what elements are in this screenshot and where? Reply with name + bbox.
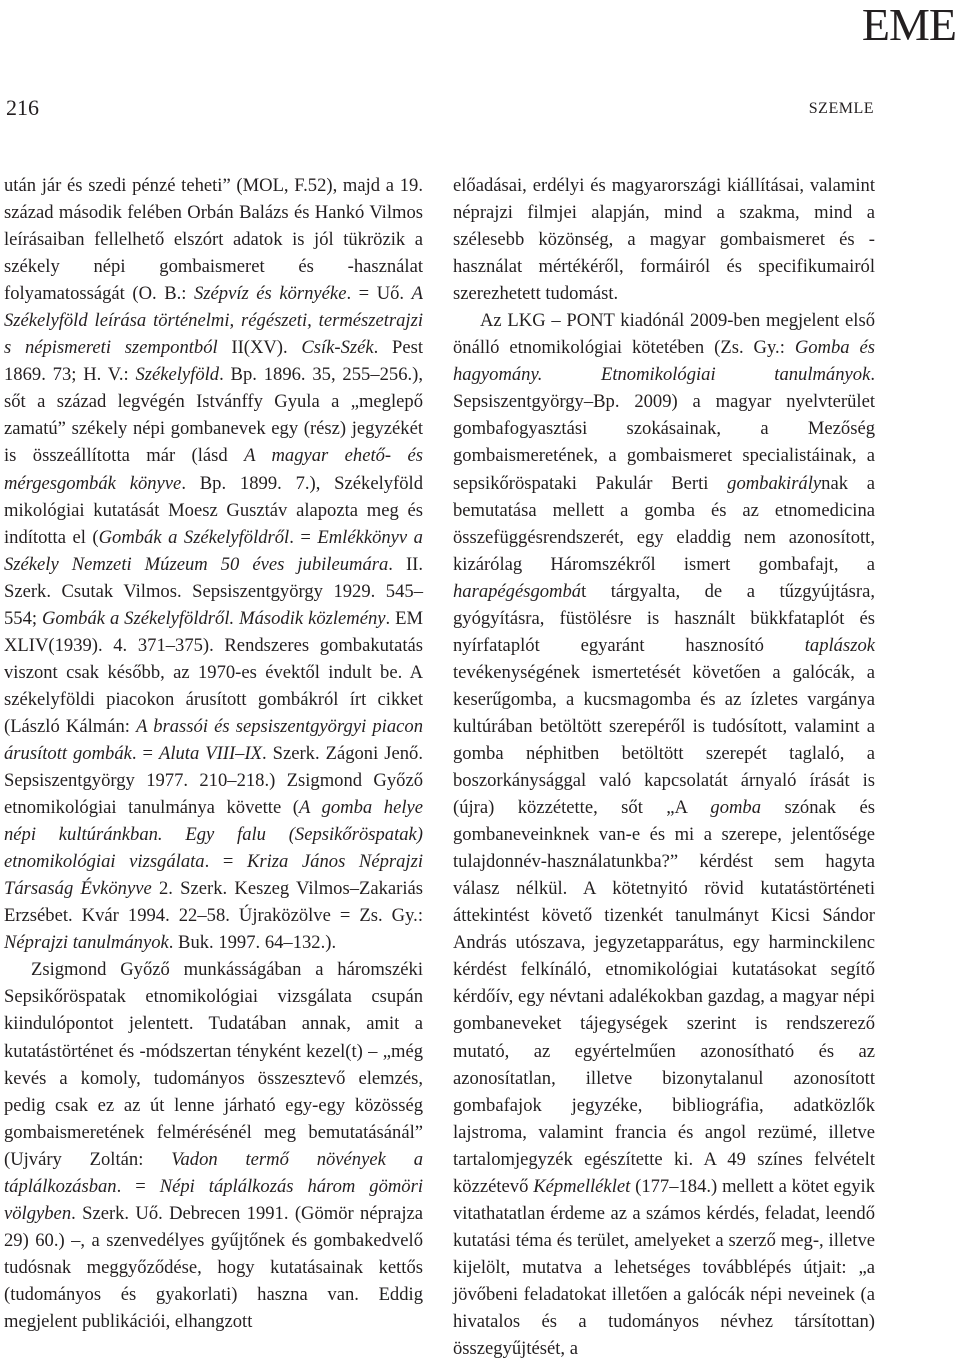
text-run: tevékenységének ismertetését követően a galócák, a keserűgomba, a kucsmagomba és az ízletes vargánya kultúrában betöltött szerepéről is tudósított, valamint a gomba néphitben betöltött szerepét taglaló, a boszorkánysággal való kapcsolatát árnyaló írását is (újra) közzétette, sőt „A xyxy=(453,661,875,819)
italic-text-run: Aluta VIII–IX xyxy=(158,742,263,764)
paragraph xyxy=(4,172,423,956)
italic-text-run: taplászok xyxy=(804,634,875,656)
paragraph xyxy=(453,307,875,1362)
text-run: . Sepsiszentgyörgy–Bp. 2009) a magyar nyelvterület gombafogyasztási szokásainak, a Mezőség gombaismeretének, a gombaismeret specialistáinak, a sepsikőröspataki Pakulár Berti xyxy=(453,364,875,494)
text-run: (177–184.) mellett a kötet egyik vitathatatlan érdeme az a számos kérdés, feladat, leendő kutatási téma és terület, amelyeket a szerző meg-, illetve kijelölt, mutatva a lehetséges továbblépés útjait: „a jövőbeni feladatokat illetően a galócák népi neveinek (a hivatalos és a tudományos névhez társítottan) összegyűjtését, a xyxy=(453,1175,875,1360)
text-run: . Szerk. Zágoni Jenő. Sepsiszentgyörgy 1977. 210–218.) Zsigmond Győző etnomikológiai tanulmánya követte ( xyxy=(4,742,423,819)
italic-text-run: A magyar ehető- és mérgesgombák könyve xyxy=(4,445,423,494)
italic-text-run: gomba xyxy=(710,797,762,819)
text-run: . = Uő. xyxy=(346,283,412,305)
left-column xyxy=(4,172,423,1335)
text-run: . Buk. 1997. 64–132.). xyxy=(168,932,337,954)
page-number: 216 xyxy=(6,95,39,120)
italic-text-run: Néprajzi tanulmányok xyxy=(4,932,169,954)
italic-text-run: A Székelyföld leírása történelmi, régészeti, természetrajzi s népismereti szempontból xyxy=(4,283,424,359)
paragraph xyxy=(453,172,875,307)
italic-text-run: Gombák a Székelyföldről xyxy=(98,526,290,548)
italic-text-run: Gomba és hagyomány. Etnomikológiai tanulmányok xyxy=(453,337,875,386)
text-run: . = xyxy=(204,851,247,873)
italic-text-run: Csík-Szék xyxy=(301,337,374,359)
text-run: szónak és gombaneveinknek van-e és mi a szerepe, jelentősége tulajdonnév-használatunkba?” kérdést sem hagyta válasz nélkül. A kötetnyitó rövid kutatástörténeti áttekintést követő tizenkét tanulmányt Kicsi Sándor András utószava, jegyzetapparátus, egy harminckilenc kérdést felkínáló, etnomikológiai kutatásokat segítő kérdőív, egy névtani adalékokban gazdag, a magyar népi gombaneveket tájegységek szerint is rendszerező mutató, az egyértelműen azonosítható és az azonosítatlan, illetve bizonytalanul azonosított gombafajok jegyzéke, bibliográfia, adatközlők lajstroma, valamint francia és angol rezümé, illetve tartalomjegyzék egészítette ki. A 49 színes felvételt közzétevő xyxy=(453,797,876,1197)
italic-text-run: harapégésgombá xyxy=(453,580,582,602)
text-run: 2. Szerk. Keszeg Vilmos–Zakariás Erzsébet. Kvár 1994. 22–58. Újraközölve = Zs. Gy.: xyxy=(4,878,423,927)
journal-logo: EME xyxy=(861,0,956,50)
text-run: II(XV). xyxy=(217,337,302,359)
text-run: Zsigmond Győző munkásságában a háromszéki Sepsikőröspatak etnomikológiai vizsgálata csupán kiindulópontot jelentett. Tudatában annak, amit a kutatástörténet és -módszertan tényként kezel(t) – „még kevés a komoly, tudományos összesztevő elemzés, pedig csak ez az út lenne járható egy-egy közösség gombaismeretének felmérésénél meg bemutatásánál” (Ujváry Zoltán: xyxy=(4,959,423,1170)
running-head: SZEMLE xyxy=(808,100,874,117)
italic-text-run: Kriza János Néprajzi Társaság Évkönyve xyxy=(4,851,423,900)
italic-text-run: A brassói és sepsiszentgyörgyi piacon árusított gombák xyxy=(4,715,423,764)
italic-text-run: A gomba helye népi kultúránkban. Egy falu (Sepsikőröspatak) etnomikológiai vizsgálata xyxy=(4,797,424,873)
text-run: . II. Szerk. Csutak Vilmos. Sepsiszentgyörgy 1929. 545–554; xyxy=(4,553,423,629)
text-run: nak a bemutatása mellett a gomba és az etnomedicina összefüggésrendszerét, egy eladdig nem azonosított, kizárólag Háromszékről ismert gombafajt, a xyxy=(453,472,876,575)
text-run: t tárgyalta, de a tűzgyújtásra, gyógyításra, füstölésre is használt bükkfataplót és nyírfataplót egyaránt hasznosító xyxy=(453,580,875,656)
text-run: Az LKG – PONT kiadónál 2009-ben megjelent első önálló etnomikológiai kötetében (Zs. Gy.: xyxy=(453,310,875,359)
right-column xyxy=(453,172,875,1362)
text-run: . Bp. 1899. 7.), Székelyföld mikológiai kutatását Moesz Gusztáv alapozta meg és indította el ( xyxy=(4,472,423,548)
text-run: után jár és szedi pénzé teheti” (MOL, F.52), majd a 19. század második felében Orbán Balázs és Hankó Vilmos leírásaiban fellelhető elszórt adatok is jól tükrözik a székely népi gombaismeret és -használat folyamatosságát (O. B.: xyxy=(4,175,423,305)
italic-text-run: gombakirály xyxy=(727,472,822,494)
text-run: . = xyxy=(289,526,318,548)
text-run: . EM XLIV(1939). 4. 371–375). Rendszeres gombakutatás viszont csak később, az 1970-es évektől indult be. A székelyföldi piacokon árusított gombákról írt cikket (László Kálmán: xyxy=(4,607,423,737)
text-run: . Pest 1869. 73; H. V.: xyxy=(4,337,424,386)
text-run: előadásai, erdélyi és magyarországi kiállításai, valamint néprajzi filmjei alapján, mind a szakma, mind a szélesebb közönség, a magyar gombaismeret és -használat mértékéről, formáiról és specifikumairól szerezhetett tudomást. xyxy=(453,175,875,305)
italic-text-run: Gombák a Székelyföldről. Második közlemény xyxy=(42,607,386,629)
paragraph xyxy=(4,956,423,1335)
italic-text-run: Népi táplálkozás három gömöri völgyben xyxy=(4,1175,423,1224)
italic-text-run: Szépvíz és környéke xyxy=(194,283,347,305)
text-run: . = xyxy=(116,1175,160,1197)
text-run: . Bp. 1896. 35, 255–256.), sőt a század legvégén Istvánffy Gyula a „meglepő zamatú” székely népi gombanevek egy (rész) jegyzékét is összeállította már (lásd xyxy=(4,364,423,467)
text-run: . Szerk. Uő. Debrecen 1991. (Gömör néprajza 29) 60.) –, a szenvedélyes gyűjtőnek és gombakedvelő tudósnak meggyőződése, hogy kutatásainak kettős (tudományos és gyakorlati) haszna van. Eddig megjelent publikációi, elhangzott xyxy=(4,1202,423,1332)
italic-text-run: Képmelléklet xyxy=(533,1175,631,1197)
italic-text-run: Székelyföld xyxy=(135,364,220,386)
italic-text-run: Emlékkönyv a Székely Nemzeti Múzeum 50 éves jubileumára xyxy=(4,526,423,575)
text-run: . = xyxy=(131,742,159,764)
italic-text-run: Vadon termő növények a táplálkozásban xyxy=(4,1148,423,1197)
